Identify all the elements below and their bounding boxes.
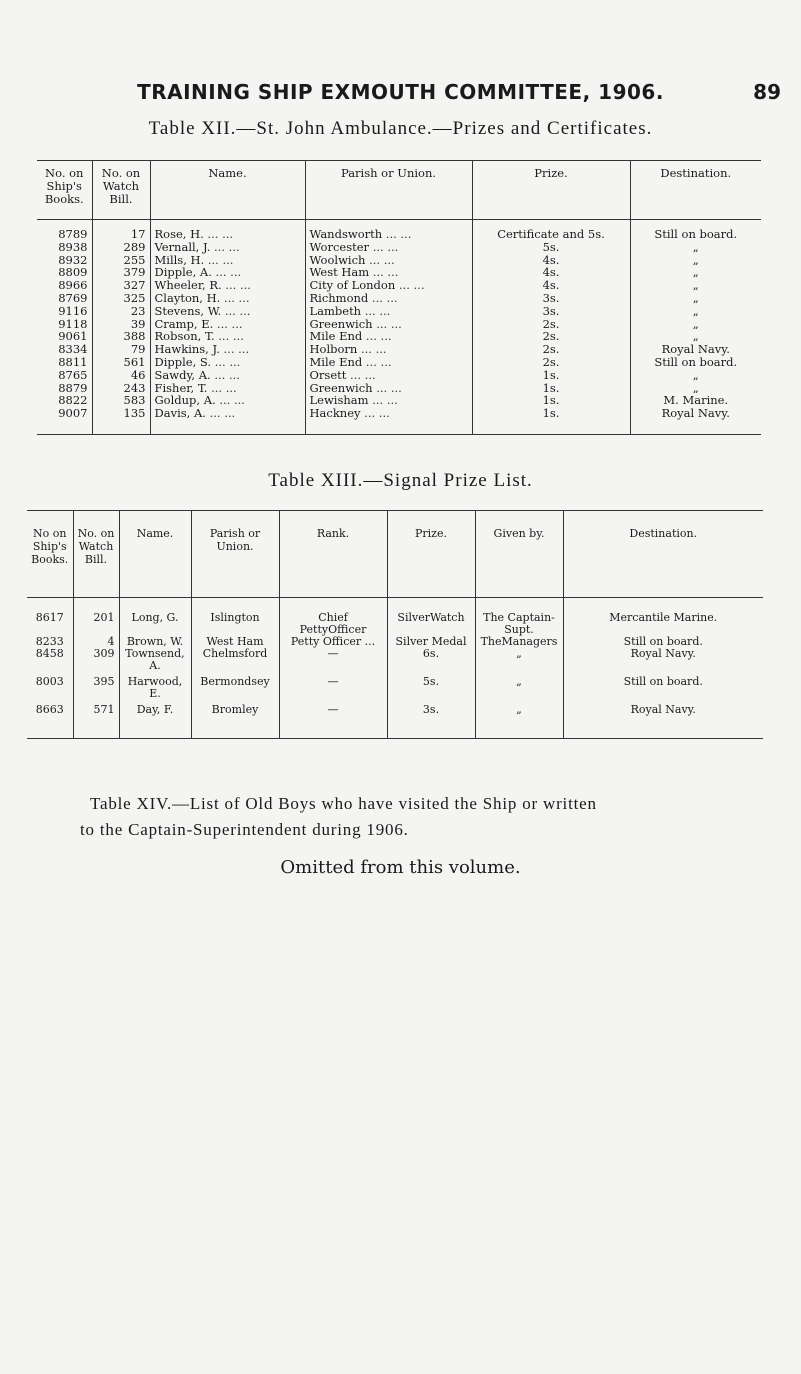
name-cell: Cramp, E. ... ... — [150, 318, 305, 331]
parish-cell: Bromley — [191, 704, 279, 739]
watch-bill-no: 325 — [92, 292, 150, 305]
watch-bill-no: 583 — [92, 394, 150, 407]
destination-cell: Royal Navy. — [563, 648, 763, 676]
parish-cell: Lambeth ... ... — [305, 305, 472, 318]
ship-book-no: 9116 — [58, 303, 88, 318]
parish-cell: Holborn ... ... — [305, 343, 472, 356]
table-row — [27, 704, 763, 739]
watch-bill-no: 39 — [92, 318, 150, 331]
table-header-row — [37, 161, 761, 220]
ship-book-no: 8966 — [58, 278, 88, 293]
destination-cell: Royal Navy. — [630, 407, 761, 434]
destination-cell: Royal Navy. — [630, 343, 761, 356]
col-header: Destination. — [563, 511, 763, 598]
prize-cell: Silver Medal — [387, 636, 475, 648]
watch-bill-no: 17 — [92, 220, 150, 241]
table-12-caption: Table XII.—St. John Ambulance.—Prizes and Certificates. — [148, 118, 653, 139]
name-cell: Davis, A. ... ... — [150, 407, 305, 434]
parish-cell: Orsett ... ... — [305, 369, 472, 382]
destination-cell: Still on board. — [563, 676, 763, 704]
table-12 — [37, 160, 761, 435]
table-row — [37, 343, 761, 356]
destination-cell: „ — [630, 254, 761, 267]
parish-cell: Hackney ... ... — [305, 407, 472, 434]
name-cell: Dipple, A. ... ... — [150, 266, 305, 279]
prize-cell: 4s. — [472, 279, 630, 292]
watch-bill-no: 309 — [73, 648, 119, 676]
rank-cell: — — [279, 648, 387, 676]
parish-cell: Chelmsford — [191, 648, 279, 676]
table-row — [37, 394, 761, 407]
ship-book-no: 9061 — [58, 329, 88, 344]
parish-cell: City of London ... ... — [305, 279, 472, 292]
table-13 — [27, 510, 763, 739]
destination-cell: „ — [630, 241, 761, 254]
col-header: Given by. — [475, 511, 563, 598]
table-14-caption-line-1: Table XIV.—List of Old Boys who have visited the Ship or written — [90, 794, 597, 813]
destination-cell: „ — [630, 266, 761, 279]
ship-book-no: 9007 — [58, 406, 88, 421]
table-header-row — [27, 511, 763, 598]
col-header: Parish or Union. — [191, 511, 279, 598]
ship-book-no: 8822 — [58, 393, 88, 408]
watch-bill-no: 243 — [92, 382, 150, 395]
parish-cell: Worcester ... ... — [305, 241, 472, 254]
destination-cell: „ — [630, 330, 761, 343]
prize-cell: Certificate and 5s. — [472, 220, 630, 241]
name-cell: Day, F. — [119, 704, 191, 739]
destination-cell: M. Marine. — [630, 394, 761, 407]
ship-book-no: 8617 — [35, 611, 64, 624]
col-header: Destination. — [630, 161, 761, 220]
col-header: Prize. — [472, 161, 630, 220]
given-by-cell: „ — [475, 648, 563, 676]
name-cell: Dipple, S. ... ... — [150, 356, 305, 369]
destination-cell: „ — [630, 369, 761, 382]
prize-cell: 4s. — [472, 254, 630, 267]
rank-cell: — — [279, 676, 387, 704]
table-row — [37, 407, 761, 434]
ship-book-no: 8932 — [58, 252, 88, 267]
destination-cell: „ — [630, 318, 761, 331]
omitted-note: Omitted from this volume. — [280, 857, 521, 878]
table-row — [27, 676, 763, 704]
prize-cell: 2s. — [472, 330, 630, 343]
given-by-cell: „ — [475, 704, 563, 739]
name-cell: Stevens, W. ... ... — [150, 305, 305, 318]
destination-cell: „ — [630, 382, 761, 395]
parish-cell: Wandsworth ... ... — [305, 220, 472, 241]
watch-bill-no: 4 — [73, 636, 119, 648]
watch-bill-no: 561 — [92, 356, 150, 369]
watch-bill-no: 255 — [92, 254, 150, 267]
parish-cell: Mile End ... ... — [305, 356, 472, 369]
name-cell: Sawdy, A. ... ... — [150, 369, 305, 382]
name-cell: Brown, W. — [119, 636, 191, 648]
given-by-cell: „ — [475, 676, 563, 704]
parish-cell: Woolwich ... ... — [305, 254, 472, 267]
ship-book-no: 8938 — [58, 239, 88, 254]
ship-book-no: 8233 — [35, 635, 64, 648]
ship-book-no: 8003 — [35, 675, 64, 688]
ship-book-no: 8458 — [35, 647, 64, 660]
name-cell: Goldup, A. ... ... — [150, 394, 305, 407]
given-by-cell: TheManagers — [475, 636, 563, 648]
prize-cell: 5s. — [387, 676, 475, 704]
col-header: No on Ship's Books. — [27, 511, 73, 598]
table-row — [37, 279, 761, 292]
parish-cell: Islington — [191, 598, 279, 637]
given-by-cell: The Captain-Supt. — [475, 598, 563, 637]
name-cell: Fisher, T. ... ... — [150, 382, 305, 395]
parish-cell: West Ham ... ... — [305, 266, 472, 279]
parish-cell: Greenwich ... ... — [305, 382, 472, 395]
destination-cell: Mercantile Marine. — [563, 598, 763, 637]
rank-cell: Chief PettyOfficer — [279, 598, 387, 637]
col-header: No. on Watch Bill. — [92, 161, 150, 220]
name-cell: Robson, T. ... ... — [150, 330, 305, 343]
parish-cell: Mile End ... ... — [305, 330, 472, 343]
prize-cell: SilverWatch — [387, 598, 475, 637]
prize-cell: 2s. — [472, 318, 630, 331]
parish-cell: West Ham — [191, 636, 279, 648]
table-14-caption-line-2: to the Captain-Superintendent during 1906. — [80, 820, 409, 839]
parish-cell: Lewisham ... ... — [305, 394, 472, 407]
table-row — [37, 356, 761, 369]
prize-cell: 3s. — [387, 704, 475, 739]
prize-cell: 3s. — [472, 305, 630, 318]
name-cell: Harwood, E. — [119, 676, 191, 704]
watch-bill-no: 79 — [92, 343, 150, 356]
watch-bill-no: 395 — [73, 676, 119, 704]
destination-cell: Royal Navy. — [563, 704, 763, 739]
col-header: Parish or Union. — [305, 161, 472, 220]
name-cell: Townsend, A. — [119, 648, 191, 676]
destination-cell: Still on board. — [630, 220, 761, 241]
watch-bill-no: 388 — [92, 330, 150, 343]
prize-cell: 1s. — [472, 407, 630, 434]
table-row — [37, 369, 761, 382]
page-number: 89 — [753, 80, 781, 104]
ship-book-no: 8879 — [58, 380, 88, 395]
prize-cell: 1s. — [472, 369, 630, 382]
ship-book-no: 8769 — [58, 290, 88, 305]
watch-bill-no: 135 — [92, 407, 150, 434]
ship-book-no: 8765 — [58, 367, 88, 382]
running-title: TRAINING SHIP EXMOUTH COMMITTEE, 1906. — [137, 80, 664, 104]
ship-book-no: 8334 — [58, 342, 88, 357]
watch-bill-no: 23 — [92, 305, 150, 318]
col-header: Name. — [119, 511, 191, 598]
name-cell: Clayton, H. ... ... — [150, 292, 305, 305]
table-13-caption: Table XIII.—Signal Prize List. — [268, 470, 533, 491]
watch-bill-no: 46 — [92, 369, 150, 382]
ship-book-no: 8663 — [35, 703, 64, 716]
name-cell: Rose, H. ... ... — [150, 220, 305, 241]
col-header: Rank. — [279, 511, 387, 598]
table-row — [37, 318, 761, 331]
name-cell: Hawkins, J. ... ... — [150, 343, 305, 356]
destination-cell: Still on board. — [630, 356, 761, 369]
rank-cell: Petty Officer ... — [279, 636, 387, 648]
name-cell: Mills, H. ... ... — [150, 254, 305, 267]
watch-bill-no: 201 — [73, 598, 119, 637]
table-row — [37, 305, 761, 318]
watch-bill-no: 571 — [73, 704, 119, 739]
ship-book-no: 9118 — [58, 316, 88, 331]
destination-cell: „ — [630, 305, 761, 318]
name-cell: Wheeler, R. ... ... — [150, 279, 305, 292]
prize-cell: 4s. — [472, 266, 630, 279]
name-cell: Vernall, J. ... ... — [150, 241, 305, 254]
prize-cell: 6s. — [387, 648, 475, 676]
col-header: Name. — [150, 161, 305, 220]
table-14-caption — [80, 791, 770, 843]
parish-cell: Bermondsey — [191, 676, 279, 704]
watch-bill-no: 289 — [92, 241, 150, 254]
ship-book-no: 8789 — [58, 227, 88, 241]
col-header: No. on Watch Bill. — [73, 511, 119, 598]
destination-cell: „ — [630, 279, 761, 292]
rank-cell: — — [279, 704, 387, 739]
prize-cell: 1s. — [472, 394, 630, 407]
destination-cell: Still on board. — [563, 636, 763, 648]
ship-book-no: 8811 — [58, 354, 88, 369]
table-row — [27, 648, 763, 676]
table-row — [37, 241, 761, 254]
parish-cell: Greenwich ... ... — [305, 318, 472, 331]
table-row — [37, 254, 761, 267]
table-row — [37, 292, 761, 305]
prize-cell: 1s. — [472, 382, 630, 395]
watch-bill-no: 379 — [92, 266, 150, 279]
table-row — [37, 220, 761, 241]
name-cell: Long, G. — [119, 598, 191, 637]
watch-bill-no: 327 — [92, 279, 150, 292]
ship-book-no: 8809 — [58, 265, 88, 280]
prize-cell: 2s. — [472, 343, 630, 356]
prize-cell: 2s. — [472, 356, 630, 369]
table-row — [37, 330, 761, 343]
destination-cell: „ — [630, 292, 761, 305]
table-row — [27, 598, 763, 637]
parish-cell: Richmond ... ... — [305, 292, 472, 305]
prize-cell: 5s. — [472, 241, 630, 254]
col-header: Prize. — [387, 511, 475, 598]
table-row — [37, 382, 761, 395]
prize-cell: 3s. — [472, 292, 630, 305]
col-header: No. on Ship's Books. — [37, 161, 92, 220]
